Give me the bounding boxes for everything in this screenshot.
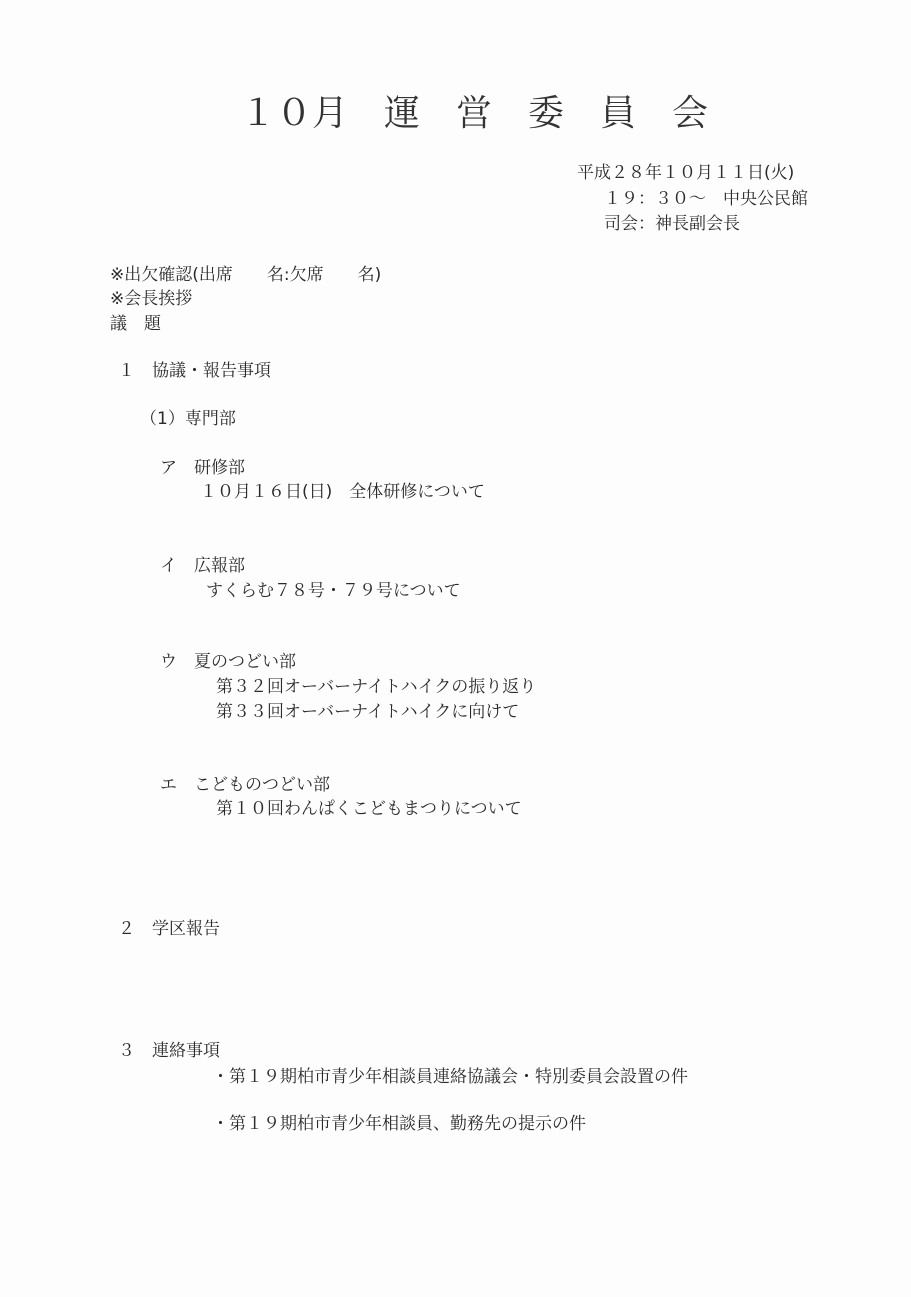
notice-item: ・第１９期柏市青少年相談員連絡協議会・特別委員会設置の件 xyxy=(212,1067,688,1087)
item-i-line: すくらむ７８号・７９号について xyxy=(206,581,461,601)
section-3-heading: ３ 連絡事項 xyxy=(118,1041,220,1061)
item-u-line: 第３２回オーバーナイトハイクの振り返り xyxy=(216,677,537,697)
item-u-heading: ウ 夏のつどい部 xyxy=(160,652,296,672)
attendance-check: ※出欠確認(出席 名:欠席 名) xyxy=(110,265,382,285)
agenda-heading: 議 題 xyxy=(110,314,161,334)
section-2-heading: ２ 学区報告 xyxy=(118,919,220,939)
item-i-heading: イ 広報部 xyxy=(160,556,245,576)
subsection-1-heading: （1）専門部 xyxy=(140,409,236,429)
meeting-chair: 司会：神長副会長 xyxy=(604,214,740,234)
item-u-line: 第３３回オーバーナイトハイクに向けて xyxy=(216,702,520,722)
president-greeting: ※会長挨拶 xyxy=(110,289,193,309)
item-a-heading: ア 研修部 xyxy=(160,458,245,478)
item-a-line: １０月１６日(日) 全体研修について xyxy=(200,482,485,502)
meeting-date: 平成２８年１０月１１日(火) xyxy=(577,163,795,183)
section-1-heading: １ 協議・報告事項 xyxy=(118,361,271,381)
item-e-heading: エ こどものつどい部 xyxy=(160,775,330,795)
notice-item: ・第１９期柏市青少年相談員、勤務先の提示の件 xyxy=(212,1114,586,1134)
item-e-line: 第１０回わんぱくこどもまつりについて xyxy=(216,799,522,819)
document-title: １０月 運 営 委 員 会 xyxy=(240,93,709,134)
meeting-time-place: １９：３０～ 中央公民館 xyxy=(604,189,808,209)
